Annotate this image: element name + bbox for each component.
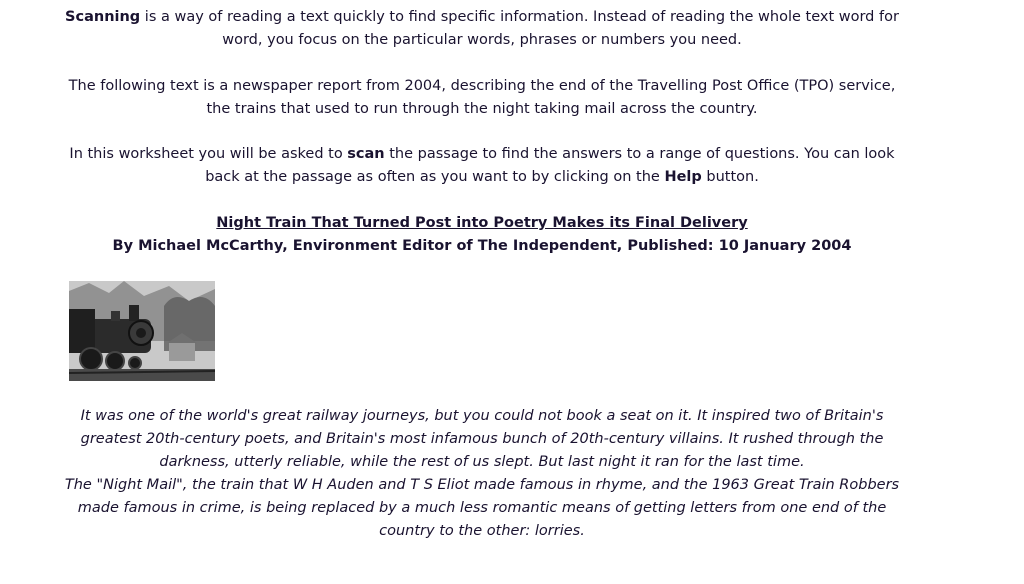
instructions-text-2: the passage to find the answers to a range of questions. You can look back at the passage as often as you want to by clicking on the (205, 146, 895, 185)
article-header (60, 212, 904, 258)
help-term: Help (664, 169, 702, 185)
instructions-text-1: In this worksheet you will be asked to (69, 146, 348, 162)
intro-paragraph-instructions (60, 143, 904, 189)
scanning-definition: is a way of reading a text quickly to find specific information. Instead of reading the whole text word for word, you focus on the particular words, phrases or numbers you need. (140, 9, 899, 48)
steam-locomotive-icon (69, 281, 215, 381)
article-paragraph-1: It was one of the world's great railway journeys, but you could not book a seat on it. It inspired two of Britain's greatest 20th-century poets, and Britain's most infamous bunch of 20th-century villains. It rushed through the darkness, utterly reliable, while the rest of us slept. But last night it ran for the last time. (80, 408, 884, 470)
article-byline: By Michael McCarthy, Environment Editor of The Independent, Published: 10 January 2004 (112, 238, 852, 254)
intro-paragraph-context: The following text is a newspaper report from 2004, describing the end of the Travelling Post Office (TPO) service, the trains that used to run through the night taking mail across the country. (68, 78, 896, 117)
article-paragraph-2: The "Night Mail", the train that W H Auden and T S Eliot made famous in rhyme, and the 1963 Great Train Robbers made famous in crime, is being replaced by a much less romantic means of getting letters from one end of the country to the other: lorries. (64, 477, 900, 539)
article-body (60, 405, 904, 543)
instructions-text-3: button. (701, 169, 759, 185)
article-headline: Night Train That Turned Post into Poetry Makes its Final Delivery (216, 215, 748, 231)
steam-locomotive-photo (69, 281, 215, 381)
scanning-term: Scanning (65, 9, 141, 25)
scan-term: scan (347, 146, 385, 162)
intro-paragraph-scanning (60, 6, 904, 52)
